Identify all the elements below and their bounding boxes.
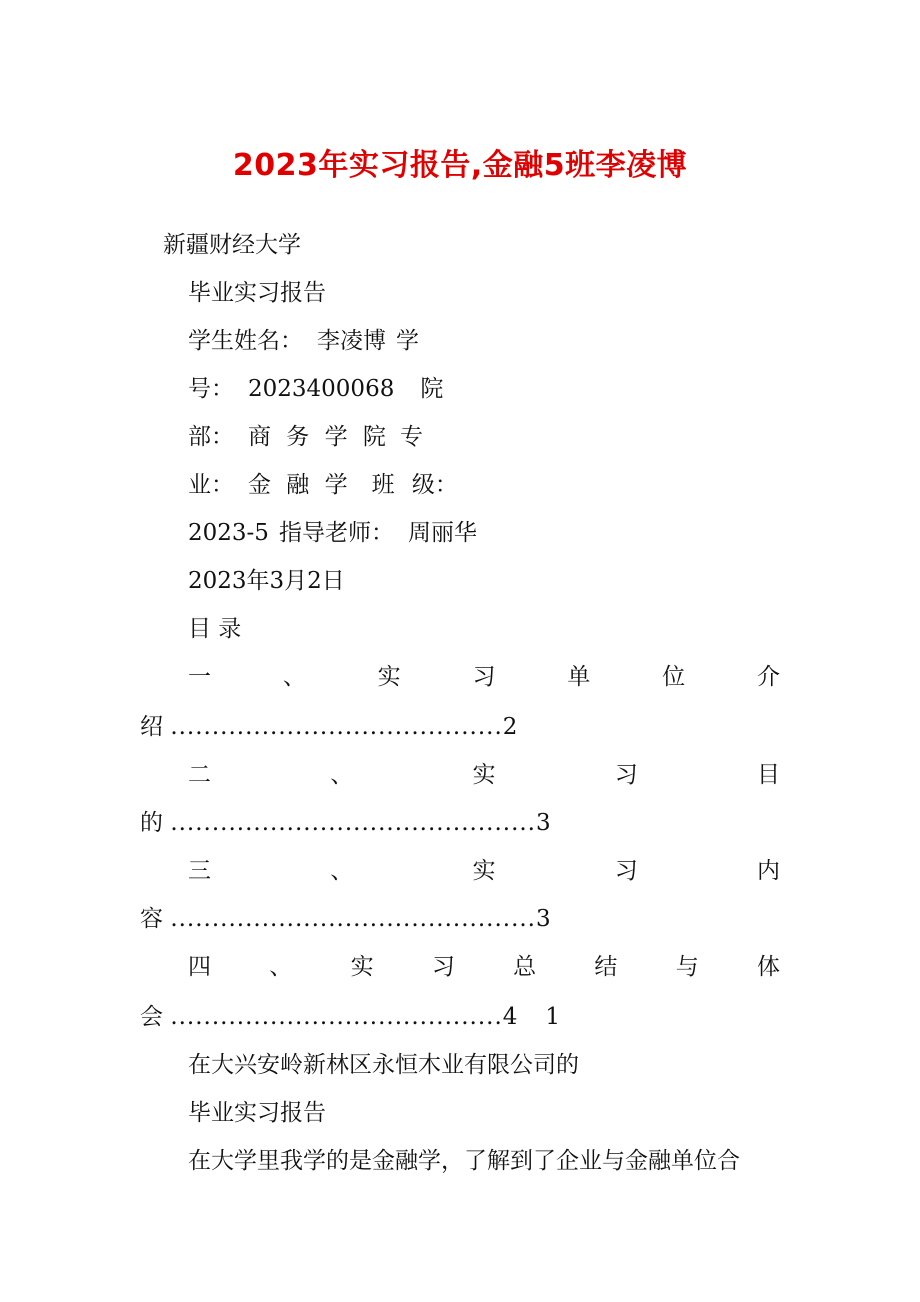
toc-char: 与 <box>675 954 699 980</box>
id-label: 号： <box>188 376 234 402</box>
toc-char: 位 <box>662 664 686 690</box>
toc-page-number: 3 <box>536 810 551 836</box>
document-title: 2023年实习报告,金融5班李凌博 <box>232 148 688 183</box>
toc-char: 、 <box>282 664 306 690</box>
page-footer-number: 1 <box>545 1004 561 1030</box>
advisor-label: 指导老师： <box>278 520 394 546</box>
toc-char: 习 <box>431 954 455 980</box>
info-line-major <box>188 470 458 500</box>
toc-item-2-line2[interactable] <box>140 808 551 838</box>
toc-char: 总 <box>513 954 537 980</box>
toc-char: 单 <box>567 664 591 690</box>
info-line-id <box>188 374 443 404</box>
toc-last-char: 会 <box>140 1004 163 1030</box>
toc-leader-dots: ........................................ <box>170 714 503 740</box>
toc-char: 习 <box>472 664 496 690</box>
id-value: 2023400068 <box>248 376 395 402</box>
report-date: 2023年3月2日 <box>188 568 345 594</box>
toc-char: 习 <box>614 762 638 788</box>
line1-tail: 学 <box>396 328 419 354</box>
toc-char: 目 <box>757 762 780 788</box>
info-line-name <box>188 326 419 356</box>
dept-label: 部： <box>188 424 234 450</box>
toc-item-4[interactable] <box>188 952 780 982</box>
toc-item-3[interactable] <box>188 856 780 886</box>
major-label: 业： <box>188 472 234 498</box>
toc-char: 习 <box>614 858 638 884</box>
toc-item-1[interactable] <box>188 662 780 692</box>
advisor-value: 周丽华 <box>407 520 477 546</box>
toc-leader-dots: ............................................ <box>170 906 536 932</box>
toc-char: 实 <box>377 664 401 690</box>
toc-item-3-line2[interactable] <box>140 904 551 934</box>
toc-item-1-line2[interactable] <box>140 712 517 742</box>
report-title: 毕业实习报告 <box>188 280 326 306</box>
company-line: 在大兴安岭新林区永恒木业有限公司的 <box>188 1052 579 1078</box>
toc-char: 、 <box>330 762 354 788</box>
line3-tail: 专 <box>399 424 423 450</box>
toc-leader-dots: ........................................ <box>170 1004 503 1030</box>
toc-char: 体 <box>756 954 780 980</box>
toc-char: 结 <box>594 954 618 980</box>
toc-page-number: 3 <box>536 906 551 932</box>
name-value: 李凌博 <box>317 328 386 354</box>
toc-char: 、 <box>330 858 354 884</box>
toc-page-number: 4 <box>502 1004 518 1030</box>
class-value: 2023-5 <box>188 520 269 546</box>
toc-last-char: 绍 <box>140 714 163 740</box>
toc-char: 四 <box>188 954 211 980</box>
dept-value: 商 务 学 院 <box>248 424 386 450</box>
toc-char: 、 <box>269 954 293 980</box>
toc-char: 一 <box>188 664 211 690</box>
toc-item-4-line2[interactable] <box>140 1002 560 1032</box>
toc-page-number: 2 <box>502 714 518 740</box>
toc-char: 实 <box>472 858 496 884</box>
toc-item-2[interactable] <box>188 760 780 790</box>
info-line-advisor <box>188 518 477 548</box>
toc-char: 三 <box>188 858 211 884</box>
university-name: 新疆财经大学 <box>163 232 301 258</box>
body-paragraph: 在大学里我学的是金融学，了解到了企业与金融单位合 <box>188 1148 740 1174</box>
toc-heading: 目 录 <box>188 616 242 642</box>
toc-char: 二 <box>188 762 211 788</box>
toc-char: 实 <box>472 762 496 788</box>
toc-leader-dots: ............................................ <box>170 810 536 836</box>
name-label: 学生姓名： <box>188 328 303 354</box>
class-label: 班 级： <box>371 472 458 498</box>
toc-char: 内 <box>757 858 780 884</box>
report-title-2: 毕业实习报告 <box>188 1100 326 1126</box>
major-value: 金 融 学 <box>248 472 348 498</box>
line2-tail: 院 <box>420 376 444 402</box>
toc-char: 实 <box>350 954 374 980</box>
info-line-dept <box>188 422 423 452</box>
toc-last-char: 的 <box>140 810 163 836</box>
toc-last-char: 容 <box>140 906 163 932</box>
toc-char: 介 <box>756 664 780 690</box>
